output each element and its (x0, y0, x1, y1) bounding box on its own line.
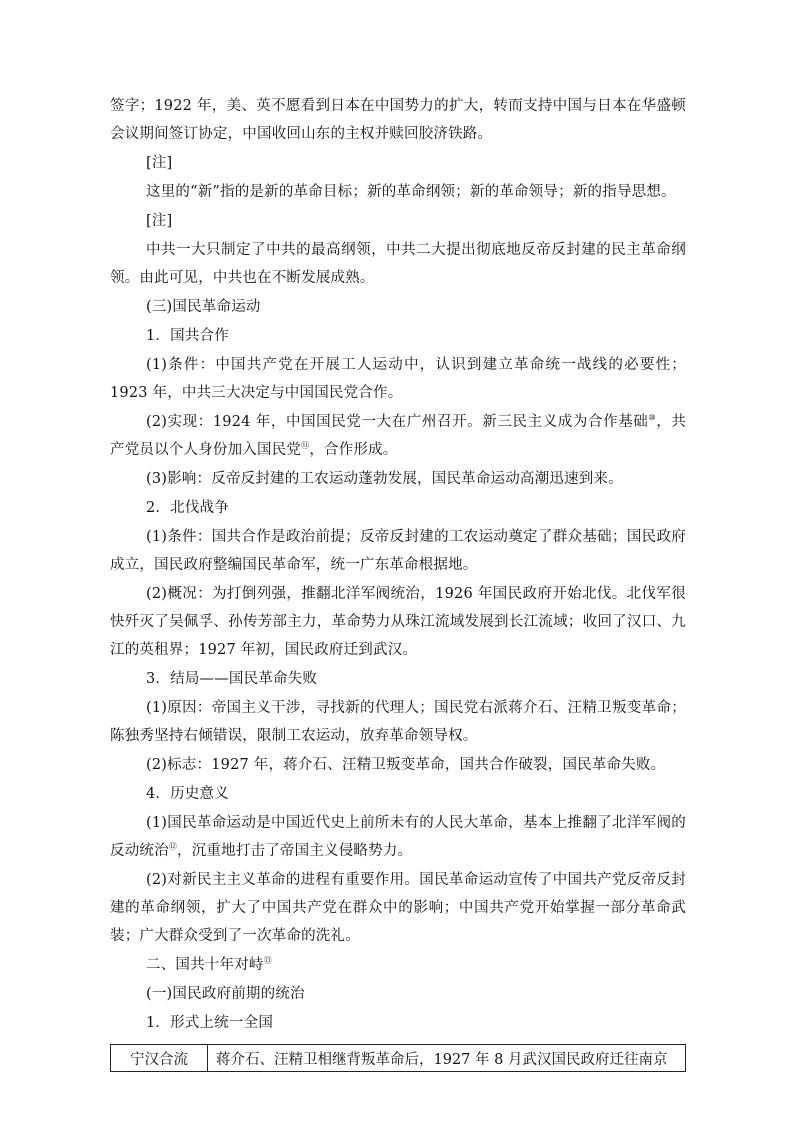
paragraph (110, 1009, 686, 1037)
paragraph-text: 签字；1922 年，美、英不愿看到日本在中国势力的扩大，转而支持中国与日本在华盛顿会议期间签订协定，中国收回山东的主权并赎回胶济铁路。 (110, 98, 686, 142)
paragraph-text: (2)标志：1927 年，蒋介石、汪精卫叛变革命，国共合作破裂，国民革命失败。 (146, 757, 666, 773)
table-cell-label: 宁汉合流 (111, 1045, 208, 1072)
paragraph-text: [注] (146, 155, 173, 171)
note-marker (110, 207, 686, 235)
document-page (110, 92, 686, 1072)
paragraph (110, 236, 686, 292)
paragraph-text: (1)条件：国共合作是政治前提；反帝反封建的工农运动奠定了群众基础；国民政府成立，国民政府整编国民革命军，统一广东革命根据地。 (110, 529, 686, 573)
paragraph (110, 694, 686, 750)
paragraph-text: (三)国民革命运动 (146, 299, 261, 315)
paragraph (110, 780, 686, 808)
paragraph-text: 1．形式上统一全国 (146, 1015, 274, 1031)
paragraph-text: (一)国民政府前期的统治 (146, 986, 305, 1002)
table-row (111, 1045, 686, 1072)
paragraph (110, 322, 686, 350)
paragraph (110, 951, 686, 979)
paragraph-text: (3)影响：反帝反封建的工农运动蓬勃发展，国民革命运动高潮迅速到来。 (146, 471, 623, 487)
paragraph (110, 293, 686, 321)
paragraph (110, 92, 686, 148)
paragraph (110, 809, 686, 865)
paragraph-text-tail: ，合作形成。 (309, 442, 398, 458)
paragraph-text: 二、国共十年对峙 (146, 957, 264, 973)
paragraph (110, 465, 686, 493)
paragraph (110, 580, 686, 664)
paragraph-text: [注] (146, 213, 173, 229)
paragraph-text: (1)条件：中国共产党在开展工人运动中，认识到建立革命统一战线的必要性；1923 年，中共三大决定与中国国民党合作。 (110, 357, 686, 401)
paragraph (110, 494, 686, 522)
footnote-marker: ⑪ (301, 441, 310, 451)
paragraph-text: 1．国共合作 (146, 328, 229, 344)
paragraph (110, 980, 686, 1008)
paragraph-text-tail: ，沉重地打击了帝国主义侵略势力。 (177, 843, 413, 859)
paragraph-text: 4．历史意义 (146, 786, 229, 802)
footnote-marker: ⑫ (168, 842, 178, 852)
table-cell-content: 蒋介石、汪精卫相继背叛革命后，1927 年 8 月武汉国民政府迁往南京 (208, 1045, 686, 1072)
paragraph (110, 866, 686, 950)
paragraph-text: 2．北伐战争 (146, 500, 229, 516)
footnote-marker: ⑩ (648, 413, 657, 423)
paragraph (110, 751, 686, 779)
paragraph-text: 这里的“新”指的是新的革命目标；新的革命纲领；新的革命领导；新的指导思想。 (146, 184, 676, 200)
paragraph (110, 523, 686, 579)
paragraph-text-tail: ，共产党员以个人身份加入国民党 (110, 414, 687, 458)
paragraph-list (110, 92, 686, 1037)
paragraph-text: 3．结局——国民革命失败 (146, 671, 318, 687)
note-marker (110, 149, 686, 177)
paragraph (110, 408, 686, 464)
paragraph (110, 665, 686, 693)
paragraph (110, 351, 686, 407)
paragraph-text: 中共一大只制定了中共的最高纲领，中共二大提出彻底地反帝反封建的民主革命纲领。由此可见，中共也在不断发展成熟。 (110, 242, 686, 286)
paragraph-text: (2)实现：1924 年，中国国民党一大在广州召开。新三民主义成为合作基础 (146, 414, 649, 430)
paragraph-text: (1)原因：帝国主义干涉，寻找新的代理人；国民党右派蒋介石、汪精卫叛变革命；陈独秀坚持右倾错误，限制工农运动，放弃革命领导权。 (110, 700, 686, 744)
footnote-marker: ⑬ (263, 956, 272, 966)
paragraph-text: (2)对新民主主义革命的进程有重要作用。国民革命运动宣传了中国共产党反帝反封建的革命纲领，扩大了中国共产党在群众中的影响；中国共产党开始掌握一部分革命武装；广大群众受到了一次革命的洗礼。 (110, 872, 686, 944)
paragraph (110, 178, 686, 206)
paragraph-text: (2)概况：为打倒列强，推翻北洋军阀统治，1926 年国民政府开始北伐。北伐军很快歼灭了吴佩孚、孙传芳部主力，革命势力从珠江流域发展到长江流域；收回了汉口、九江的英租界；1927 年初，国民政府迁到武汉。 (110, 586, 686, 658)
info-table (110, 1044, 686, 1072)
paragraph-text: (1)国民革命运动是中国近代史上前所未有的人民大革命，基本上推翻了北洋军阀的反动统治 (110, 815, 686, 859)
